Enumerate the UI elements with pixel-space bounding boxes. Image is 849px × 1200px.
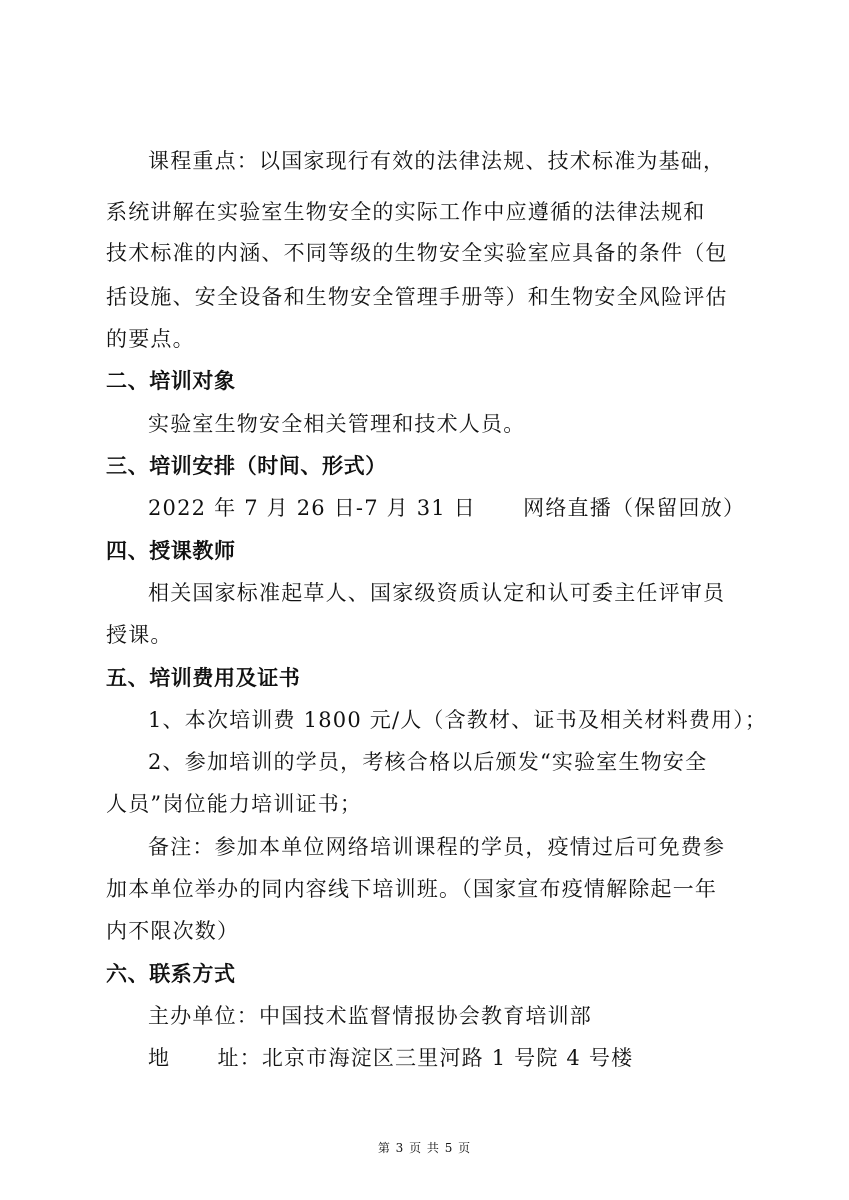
section-6-heading: 六、联系方式 bbox=[106, 962, 236, 986]
fee-item-2-line-2: 人员”岗位能力培训证书； bbox=[106, 792, 363, 816]
note-line-2: 加本单位举办的同内容线下培训班。（国家宣布疫情解除起一年 bbox=[106, 877, 718, 901]
section-4-line-1: 相关国家标准起草人、国家级资质认定和认可委主任评审员 bbox=[148, 581, 726, 605]
section-5-heading: 五、培训费用及证书 bbox=[106, 666, 301, 690]
note-line-3: 内不限次数） bbox=[106, 919, 240, 943]
focus-line-5: 的要点。 bbox=[106, 327, 195, 351]
fee-item-2-line-1: 2、参加培训的学员，考核合格以后颁发“实验室生物安全 bbox=[148, 750, 708, 774]
section-3-heading: 三、培训安排（时间、形式） bbox=[106, 454, 387, 478]
section-4-line-2: 授课。 bbox=[106, 623, 173, 647]
section-3-text: 2022 年 7 月 26 日-7 月 31 日 网络直播（保留回放） bbox=[148, 496, 746, 520]
section-2-text: 实验室生物安全相关管理和技术人员。 bbox=[148, 412, 526, 436]
focus-line-2: 系统讲解在实验室生物安全的实际工作中应遵循的法律法规和 bbox=[106, 200, 706, 224]
address-line: 地 址：北京市海淀区三里河路 1 号院 4 号楼 bbox=[148, 1046, 634, 1070]
section-4-heading: 四、授课教师 bbox=[106, 539, 236, 563]
organizer-line: 主办单位：中国技术监督情报协会教育培训部 bbox=[148, 1004, 592, 1028]
focus-line-4: 括设施、安全设备和生物安全管理手册等）和生物安全风险评估 bbox=[106, 285, 728, 309]
focus-line-1: 课程重点：以国家现行有效的法律法规、技术标准为基础， bbox=[148, 149, 726, 173]
page-number-footer: 第 3 页 共 5 页 bbox=[377, 1141, 472, 1155]
note-line-1: 备注：参加本单位网络培训课程的学员，疫情过后可免费参 bbox=[148, 835, 726, 859]
section-2-heading: 二、培训对象 bbox=[106, 369, 236, 393]
focus-line-3: 技术标准的内涵、不同等级的生物安全实验室应具备的条件（包 bbox=[106, 241, 728, 265]
fee-item-1: 1、本次培训费 1800 元/人（含教材、证书及相关材料费用）； bbox=[148, 708, 768, 732]
